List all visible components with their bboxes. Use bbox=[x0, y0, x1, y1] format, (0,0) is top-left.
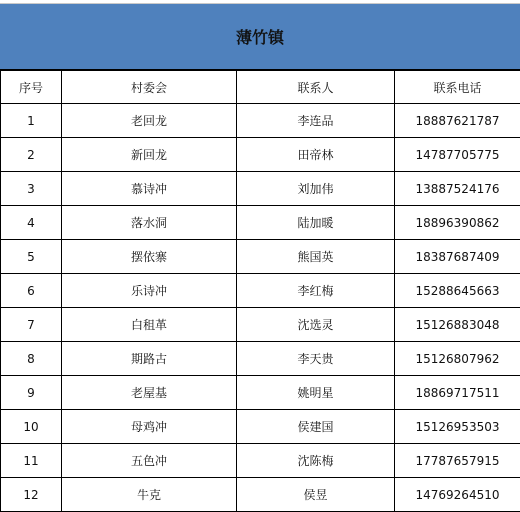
cell-village[interactable]: 新回龙 bbox=[62, 138, 237, 172]
header-row bbox=[1, 71, 520, 104]
cell-index[interactable]: 7 bbox=[1, 308, 62, 342]
table-row bbox=[1, 410, 520, 444]
cell-phone[interactable]: 14769264510 bbox=[395, 478, 520, 512]
table-row bbox=[1, 138, 520, 172]
table-row bbox=[1, 308, 520, 342]
cell-phone[interactable]: 13887524176 bbox=[395, 172, 520, 206]
cell-index[interactable]: 3 bbox=[1, 172, 62, 206]
header-village-committee[interactable]: 村委会 bbox=[62, 71, 237, 104]
table-row bbox=[1, 172, 520, 206]
table-row bbox=[1, 274, 520, 308]
cell-phone[interactable]: 18869717511 bbox=[395, 376, 520, 410]
cell-phone[interactable]: 15126953503 bbox=[395, 410, 520, 444]
cell-phone[interactable]: 15288645663 bbox=[395, 274, 520, 308]
cell-index[interactable]: 8 bbox=[1, 342, 62, 376]
table-row bbox=[1, 376, 520, 410]
cell-index[interactable]: 5 bbox=[1, 240, 62, 274]
cell-village[interactable]: 慕诗冲 bbox=[62, 172, 237, 206]
table-row bbox=[1, 206, 520, 240]
cell-index[interactable]: 9 bbox=[1, 376, 62, 410]
cell-index[interactable]: 12 bbox=[1, 478, 62, 512]
cell-village[interactable]: 老回龙 bbox=[62, 104, 237, 138]
cell-index[interactable]: 4 bbox=[1, 206, 62, 240]
cell-village[interactable]: 落水洞 bbox=[62, 206, 237, 240]
table-row bbox=[1, 104, 520, 138]
cell-contact[interactable]: 李天贵 bbox=[237, 342, 395, 376]
cell-phone[interactable]: 15126807962 bbox=[395, 342, 520, 376]
cell-contact[interactable]: 侯昱 bbox=[237, 478, 395, 512]
cell-village[interactable]: 五色冲 bbox=[62, 444, 237, 478]
cell-village[interactable]: 白租革 bbox=[62, 308, 237, 342]
cell-index[interactable]: 2 bbox=[1, 138, 62, 172]
cell-contact[interactable]: 熊国英 bbox=[237, 240, 395, 274]
table-row bbox=[1, 478, 520, 512]
table-row bbox=[1, 240, 520, 274]
header-index[interactable]: 序号 bbox=[1, 71, 62, 104]
cell-index[interactable]: 11 bbox=[1, 444, 62, 478]
cell-phone[interactable]: 14787705775 bbox=[395, 138, 520, 172]
cell-phone[interactable]: 17787657915 bbox=[395, 444, 520, 478]
contact-table bbox=[0, 70, 520, 512]
cell-contact[interactable]: 姚明星 bbox=[237, 376, 395, 410]
cell-phone[interactable]: 18887621787 bbox=[395, 104, 520, 138]
cell-contact[interactable]: 沈陈梅 bbox=[237, 444, 395, 478]
cell-index[interactable]: 1 bbox=[1, 104, 62, 138]
table-row bbox=[1, 444, 520, 478]
cell-village[interactable]: 老屋基 bbox=[62, 376, 237, 410]
cell-village[interactable]: 期路古 bbox=[62, 342, 237, 376]
cell-contact[interactable]: 刘加伟 bbox=[237, 172, 395, 206]
cell-village[interactable]: 母鸡冲 bbox=[62, 410, 237, 444]
cell-phone[interactable]: 18896390862 bbox=[395, 206, 520, 240]
cell-contact[interactable]: 沈选灵 bbox=[237, 308, 395, 342]
table-row bbox=[1, 342, 520, 376]
cell-contact[interactable]: 侯建国 bbox=[237, 410, 395, 444]
header-phone[interactable]: 联系电话 bbox=[395, 71, 520, 104]
table-title: 薄竹镇 bbox=[0, 4, 520, 70]
cell-village[interactable]: 摆依寨 bbox=[62, 240, 237, 274]
cell-contact[interactable]: 陆加暖 bbox=[237, 206, 395, 240]
cell-index[interactable]: 10 bbox=[1, 410, 62, 444]
cell-contact[interactable]: 田帝林 bbox=[237, 138, 395, 172]
cell-village[interactable]: 牛克 bbox=[62, 478, 237, 512]
cell-village[interactable]: 乐诗冲 bbox=[62, 274, 237, 308]
cell-phone[interactable]: 15126883048 bbox=[395, 308, 520, 342]
cell-phone[interactable]: 18387687409 bbox=[395, 240, 520, 274]
cell-contact[interactable]: 李连品 bbox=[237, 104, 395, 138]
cell-index[interactable]: 6 bbox=[1, 274, 62, 308]
cell-contact[interactable]: 李红梅 bbox=[237, 274, 395, 308]
header-contact-person[interactable]: 联系人 bbox=[237, 71, 395, 104]
